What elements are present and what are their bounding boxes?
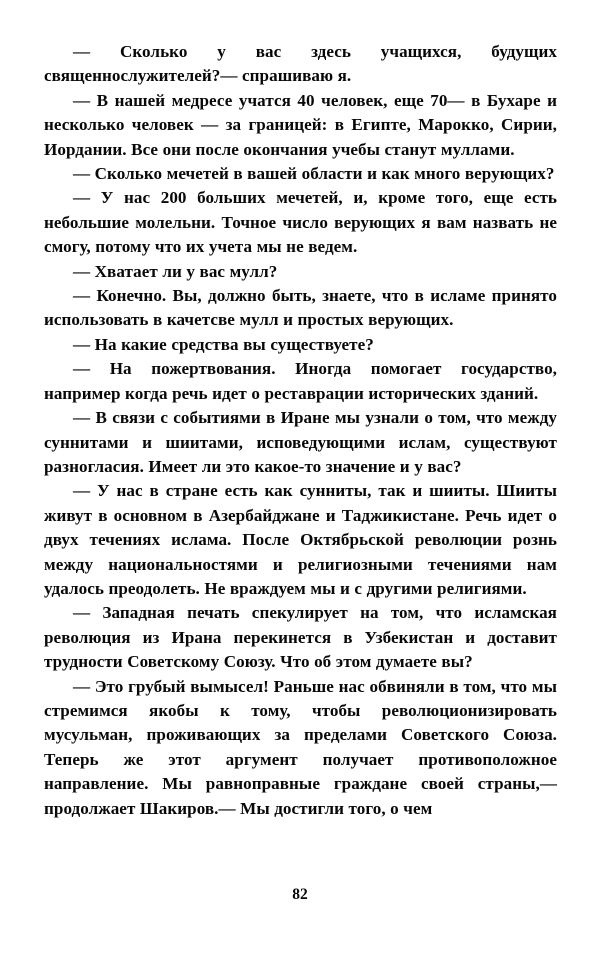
paragraph: — Это грубый вымысел! Раньше нас обвиняли в том, что мы стремимся якобы к тому, чтобы революционизировать мусульман, проживающих за пределами Советского Союза. Теперь же этот аргумент получает противоположное направление. Мы равноправные граждане своей страны,— продолжает Шакиров.— Мы достигли того, о чем (44, 676, 557, 818)
paragraph: — Западная печать спекулирует на том, что исламская революция из Ирана перекинется в Узбекистан и доставит трудности Советскому Союзу. Что об этом думаете вы? (44, 603, 557, 672)
body-text-column (44, 40, 557, 821)
paragraph: — В нашей медресе учатся 40 человек, еще 70— в Бухаре и несколько человек — за границей: в Египте, Марокко, Сирии, Иордании. Все они после окончания учебы станут муллами. (44, 90, 557, 159)
paragraph: — На какие средства вы существуете? (73, 334, 374, 354)
paragraph: — Сколько мечетей в вашей области и как много верующих? (73, 164, 555, 184)
page-number: 82 (292, 886, 308, 903)
paragraph: — В связи с событиями в Иране мы узнали о том, что между суннитами и шиитами, исповедующими ислам, существуют разногласия. Имеет ли это какое-то значение и у вас? (44, 408, 557, 476)
paragraph: — На пожертвования. Иногда помогает государство, например когда речь идет о реставрации исторических зданий. (44, 359, 557, 403)
paragraph: — Сколько у вас здесь учащихся, будущих священнослужителей?— спрашиваю я. (44, 42, 557, 86)
paragraph: — У нас 200 больших мечетей, и, кроме того, еще есть небольшие молельни. Точное число верующих я вам назвать не смогу, потому что их учета мы не ведем. (44, 188, 557, 257)
paragraph: — Хватает ли у вас мулл? (73, 261, 278, 281)
paragraph: — Конечно. Вы, должно быть, знаете, что в исламе принято использовать в качетсве мулл и простых верующих. (44, 286, 557, 330)
paragraph: — У нас в стране есть как сунниты, так и шииты. Шииты живут в основном в Азербайджане и Таджикистане. Речь идет о двух течениях ислама. После Октябрьской революции рознь между национальностями и религиозными течениями нам удалось преодолеть. Не враждуем мы и с другими религиями. (44, 481, 557, 598)
